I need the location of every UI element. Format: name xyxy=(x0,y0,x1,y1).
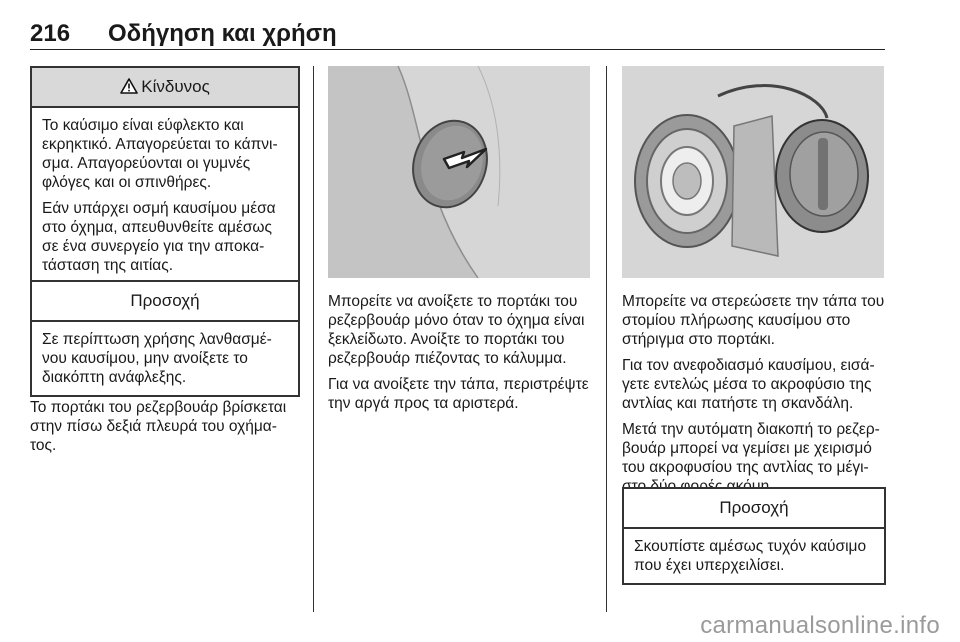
danger-box xyxy=(30,66,300,285)
page-header xyxy=(30,20,337,48)
danger-paragraph: Το καύσιμο είναι εύφλεκτο και εκρηκτικό. Απαγορεύεται το κάπνι-σμα. Απαγορεύονται οι γυμνές φλόγες και οι σπινθήρες. xyxy=(42,117,278,191)
filler-neck xyxy=(635,115,739,247)
body-paragraph: Για να ανοίξετε την τάπα, περιστρέψτε την αργά προς τα αριστερά. xyxy=(328,376,589,412)
body-paragraph: Για τον ανεφοδιασμό καυσίμου, εισά-γετε εντελώς μέσα το ακροφύσιο της αντλίας και πατήστε τη σκανδάλη. xyxy=(622,357,875,412)
column2-text xyxy=(328,292,596,420)
caution-box-body xyxy=(624,529,884,583)
body-paragraph: Μπορείτε να στερεώσετε την τάπα του στομίου πλήρωσης καυσίμου στο στήριγμα στο πορτάκι. xyxy=(622,293,885,348)
fuel-door-illustration xyxy=(328,66,590,278)
column-divider xyxy=(313,66,314,612)
danger-box-body xyxy=(32,108,298,283)
body-paragraph: Μπορείτε να ανοίξετε το πορτάκι του ρεζερβουάρ μόνο όταν το όχημα είναι ξεκλείδωτο. Ανοίξτε το πορτάκι του ρεζερβουάρ πιέζοντας το κάλυμμα. xyxy=(328,293,585,367)
chapter-title: Οδήγηση και χρήση xyxy=(108,20,337,47)
fuel-door-panel xyxy=(732,116,778,256)
caution-box-body xyxy=(32,322,298,395)
caution-box xyxy=(622,487,886,585)
caution-box xyxy=(30,280,300,397)
fuel-cap xyxy=(776,120,868,232)
body-paragraph: Μετά την αυτόματη διακοπή το ρεζερ-βουάρ μπορεί να γεμίσει με χειρισμό του ακροφυσίου της αντλίας το μέγι- xyxy=(622,421,880,476)
danger-box-title: Κίνδυνος xyxy=(141,77,210,96)
caution-box-header: Προσοχή xyxy=(624,489,884,529)
caution-paragraph: Σκουπίστε αμέσως τυχόν καύσιμο που έχει υπερχειλίσει. xyxy=(634,538,867,574)
watermark: carmanualsonline.info xyxy=(700,612,940,639)
column1-text xyxy=(30,398,302,462)
page-number: 216 xyxy=(30,20,71,47)
danger-paragraph: Εάν υπάρχει οσμή καυσίμου μέσα στο όχημα, απευθυνθείτε αμέσως σε ένα συνεργείο για την αποκα-τάσταση της αιτίας. xyxy=(42,200,276,274)
warning-triangle-icon xyxy=(120,70,138,108)
fuel-cap-illustration xyxy=(622,66,884,278)
column-divider xyxy=(606,66,607,612)
header-rule xyxy=(30,49,885,50)
danger-box-header xyxy=(32,68,298,108)
body-paragraph: Το πορτάκι του ρεζερβουάρ βρίσκεται στην πίσω δεξιά πλευρά του οχήμα-τος. xyxy=(30,399,287,454)
caution-box-header: Προσοχή xyxy=(32,282,298,322)
caution-paragraph: Σε περίπτωση χρήσης λανθασμέ-νου καυσίμου, μην ανοίξετε το διακόπτη ανάφλεξης. xyxy=(42,331,272,386)
column3-text xyxy=(622,292,890,503)
